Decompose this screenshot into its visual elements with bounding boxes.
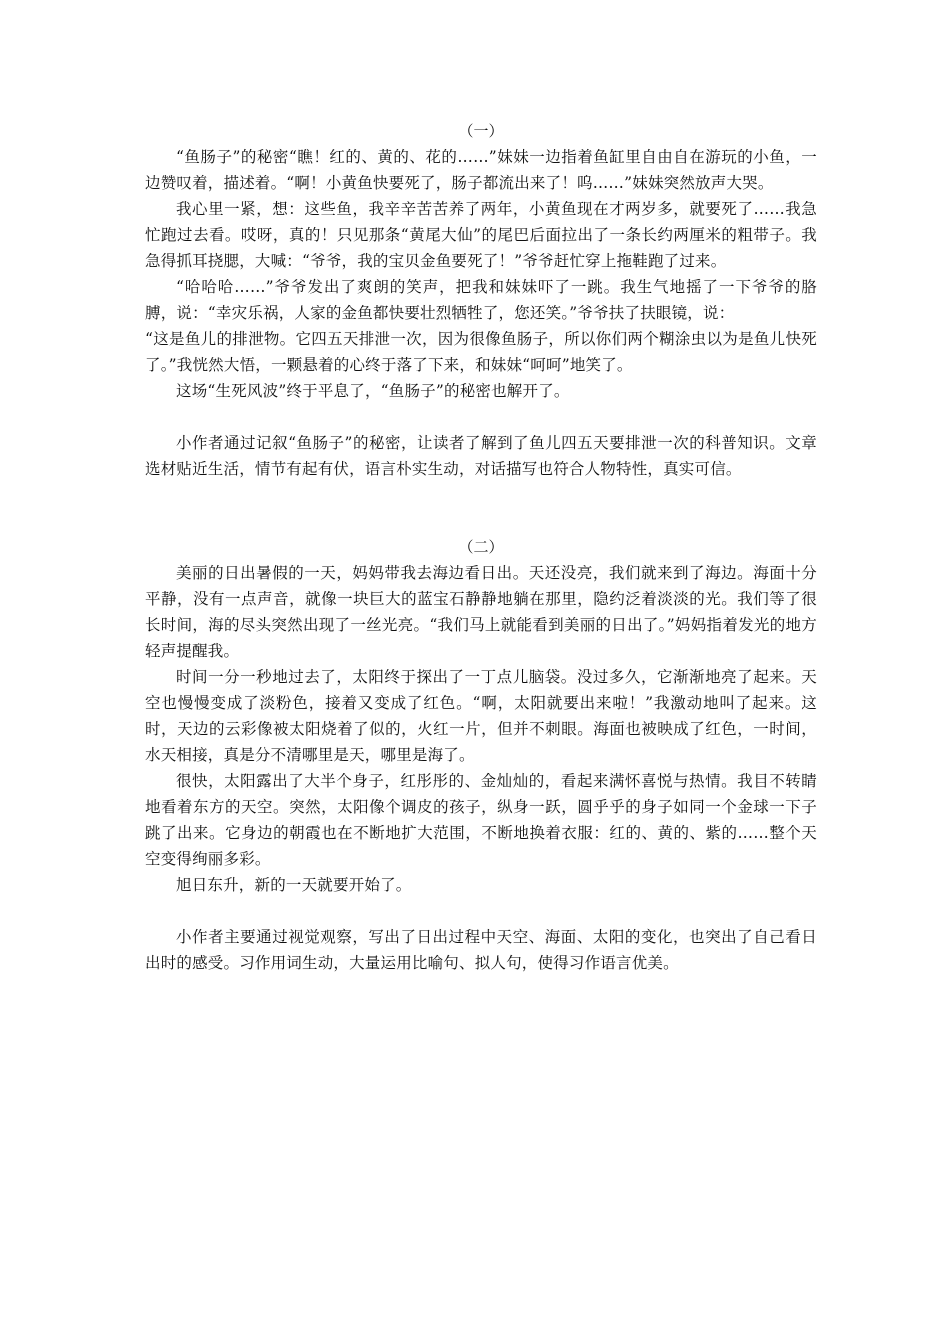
teacher-comment: 小作者通过记叙“鱼肠子”的秘密，让读者了解到了鱼儿四五天要排泄一次的科普知识。文章选材贴近生活，情节有起有伏，语言朴实生动，对话描写也符合人物特性，真实可信。 <box>145 434 817 478</box>
teacher-comment: 小作者主要通过视觉观察，写出了日出过程中天空、海面、太阳的变化，也突出了自己看日出时的感受。习作用词生动，大量运用比喻句、拟人句，使得习作语言优美。 <box>145 928 817 972</box>
paragraph: “哈哈哈……”爷爷发出了爽朗的笑声，把我和妹妹吓了一跳。我生气地摇了一下爷爷的胳膊，说：“幸灾乐祸，人家的金鱼都快要壮烈牺牲了，您还笑。”爷爷扶了扶眼镜，说： <box>145 278 817 322</box>
paragraph: “这是鱼儿的排泄物。它四五天排泄一次，因为很像鱼肠子，所以你们两个糊涂虫以为是鱼儿快死了。”我恍然大悟，一颗悬着的心终于落了下来，和妹妹“呵呵”地笑了。 <box>145 330 817 374</box>
paragraph: 美丽的日出暑假的一天，妈妈带我去海边看日出。天还没亮，我们就来到了海边。海面十分平静，没有一点声音，就像一块巨大的蓝宝石静静地躺在那里，隐约泛着淡淡的光。我们等了很长时间，海的尽头突然出现了一丝光亮。“我们马上就能看到美丽的日出了。”妈妈指着发光的地方轻声提醒我。 <box>145 564 817 660</box>
document-page <box>145 118 817 976</box>
paragraph: 很快，太阳露出了大半个身子，红彤彤的、金灿灿的，看起来满怀喜悦与热情。我目不转睛地看着东方的天空。突然，太阳像个调皮的孩子，纵身一跃，圆乎乎的身子如同一个金球一下子跳了出来。它身边的朝霞也在不断地扩大范围，不断地换着衣服：红的、黄的、紫的……整个天空变得绚丽多彩。 <box>145 772 817 868</box>
section-two <box>145 534 817 976</box>
section-divider <box>145 482 817 534</box>
paragraph: 旭日东升，新的一天就要开始了。 <box>176 876 412 894</box>
section-number: （二） <box>458 538 504 556</box>
paragraph: 时间一分一秒地过去了，太阳终于探出了一丁点儿脑袋。没过多久，它渐渐地亮了起来。天空也慢慢变成了淡粉色，接着又变成了红色。“啊，太阳就要出来啦！”我激动地叫了起来。这时，天边的云彩像被太阳烧着了似的，火红一片，但并不刺眼。海面也被映成了红色，一时间，水天相接，真是分不清哪里是天，哪里是海了。 <box>145 668 817 764</box>
paragraph: 这场“生死风波”终于平息了，“鱼肠子”的秘密也解开了。 <box>176 382 570 400</box>
section-one <box>145 118 817 482</box>
section-number: （一） <box>458 122 504 140</box>
paragraph: 我心里一紧，想：这些鱼，我辛辛苦苦养了两年，小黄鱼现在才两岁多，就要死了……我急忙跑过去看。哎呀，真的！只见那条“黄尾大仙”的尾巴后面拉出了一条长约两厘米的粗带子。我急得抓耳挠腮，大喊：“爷爷，我的宝贝金鱼要死了！”爷爷赶忙穿上拖鞋跑了过来。 <box>145 200 817 270</box>
paragraph: “鱼肠子”的秘密“瞧！红的、黄的、花的……”妹妹一边指着鱼缸里自由自在游玩的小鱼，一边赞叹着，描述着。“啊！小黄鱼快要死了，肠子都流出来了！呜……”妹妹突然放声大哭。 <box>145 148 817 192</box>
